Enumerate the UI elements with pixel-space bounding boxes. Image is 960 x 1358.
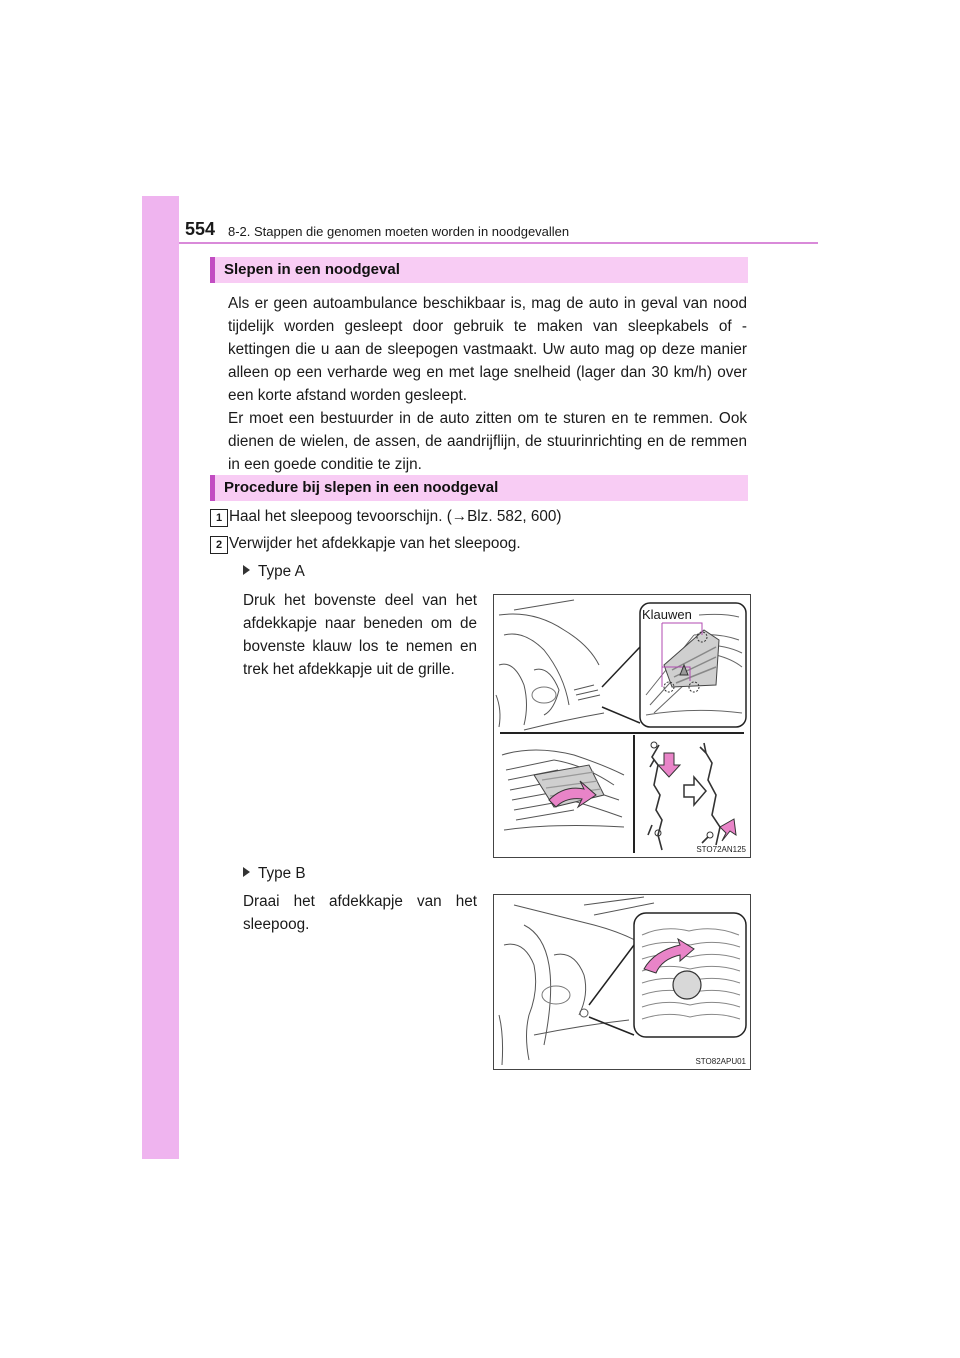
running-title: 8-2. Stappen die genomen moeten worden in noodgevallen bbox=[228, 224, 570, 239]
type-label: Type B bbox=[243, 865, 306, 883]
figure-code: STO72AN125 bbox=[696, 845, 746, 854]
type-description: Druk het bovenste deel van het afdekkapje naar beneden om de bovenste klauw los te nemen en trek het afdekkapje uit de grille. bbox=[243, 592, 477, 678]
body-paragraph: Er moet een bestuurder in de auto zitten om te sturen en te remmen. Ook dienen de wielen, de assen, de aandrijflijn, de stuurinrichting en de remmen in een goede conditie te zijn. bbox=[228, 410, 747, 473]
triangle-bullet-icon bbox=[243, 565, 250, 575]
page-number: 554 bbox=[185, 219, 216, 239]
step-number: 1 bbox=[210, 509, 228, 527]
triangle-bullet-icon bbox=[243, 867, 250, 877]
step-text: Verwijder het afdekkapje van het sleepoog. bbox=[229, 535, 521, 552]
type-description: Draai het afdekkapje van het sleepoog. bbox=[243, 893, 477, 933]
section-heading-accent bbox=[210, 257, 215, 283]
type-a-illustration bbox=[493, 594, 751, 858]
section-heading-bar bbox=[210, 475, 748, 501]
header-rule bbox=[179, 242, 818, 244]
chapter-sidebar-tab bbox=[142, 196, 179, 1159]
tow-cover-type-a-drawing bbox=[494, 595, 750, 857]
section-heading-bar bbox=[210, 257, 748, 283]
step-number: 2 bbox=[210, 536, 228, 554]
section-heading: Procedure bij slepen in een noodgeval bbox=[224, 479, 499, 496]
section-heading-accent bbox=[210, 475, 215, 501]
type-b-illustration bbox=[493, 894, 751, 1070]
figure-callout-label: Klauwen bbox=[642, 607, 692, 622]
body-paragraph: Als er geen autoambulance beschikbaar is, mag de auto in geval van nood tijdelijk worden gesleept door gebruik te maken van sleepkabels of -kettingen die u aan de sleepogen vastmaakt. Uw auto mag op deze manier alleen op een verharde weg en met lage snelheid (lager dan 30 km/h) over een korte afstand worden gesleept. bbox=[228, 295, 747, 404]
tow-cover-type-b-drawing bbox=[494, 895, 750, 1069]
section-body bbox=[228, 292, 747, 476]
step-text: Haal het sleepoog tevoorschijn. (→Blz. 582, 600) bbox=[229, 508, 562, 525]
section-heading: Slepen in een noodgeval bbox=[224, 261, 400, 278]
type-label: Type A bbox=[243, 563, 305, 581]
figure-code: STO82APU01 bbox=[695, 1057, 746, 1066]
